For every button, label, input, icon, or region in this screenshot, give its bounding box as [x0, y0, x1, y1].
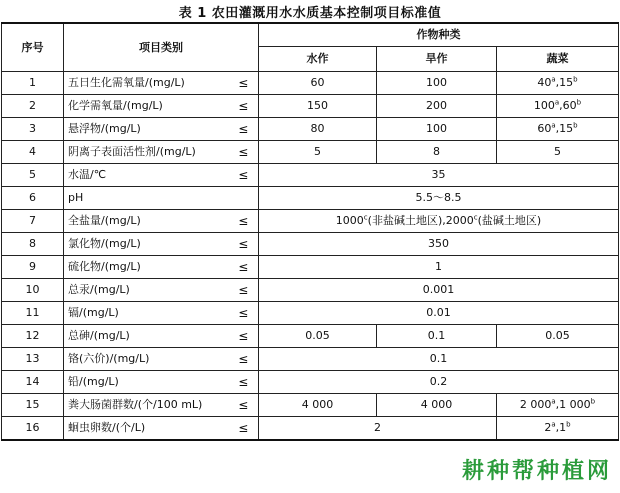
op-symbol: ≤	[229, 348, 259, 371]
row-name: 镉/(mg/L)	[64, 302, 229, 325]
op-symbol: ≤	[229, 417, 259, 441]
row-no: 6	[2, 187, 64, 210]
header-water: 水作	[259, 47, 377, 72]
value-veg: 100$^a$,60$^b$	[497, 95, 619, 118]
op-symbol: ≤	[229, 394, 259, 417]
table-row	[2, 187, 619, 210]
row-name: 硫化物/(mg/L)	[64, 256, 229, 279]
op-symbol: ≤	[229, 141, 259, 164]
value-veg: 2$^a$,1$^b$	[497, 417, 619, 441]
row-name: 铅/(mg/L)	[64, 371, 229, 394]
value-merged: 1000$^c$(非盐碱土地区),2000$^c$(盐碱土地区)	[259, 210, 619, 233]
table-row	[2, 279, 619, 302]
row-name: 总汞/(mg/L)	[64, 279, 229, 302]
header-seq: 序号	[2, 23, 64, 72]
value-water: 80	[259, 118, 377, 141]
value-veg: 2 000$^a$,1 000$^b$	[497, 394, 619, 417]
op-symbol: ≤	[229, 256, 259, 279]
op-symbol: ≤	[229, 95, 259, 118]
table-row	[2, 233, 619, 256]
row-no: 2	[2, 95, 64, 118]
value-dry: 100	[377, 118, 497, 141]
value-dry: 8	[377, 141, 497, 164]
row-name: pH	[64, 187, 259, 210]
value-water: 4 000	[259, 394, 377, 417]
value-water: 150	[259, 95, 377, 118]
table-row	[2, 325, 619, 348]
watermark: 耕种帮种植网	[461, 459, 612, 484]
value-veg: 40$^a$,15$^b$	[497, 72, 619, 95]
row-no: 5	[2, 164, 64, 187]
value-dry: 0.1	[377, 325, 497, 348]
row-name: 悬浮物/(mg/L)	[64, 118, 229, 141]
op-symbol: ≤	[229, 164, 259, 187]
header-dry: 旱作	[377, 47, 497, 72]
op-symbol: ≤	[229, 279, 259, 302]
row-name: 阴离子表面活性剂/(mg/L)	[64, 141, 229, 164]
row-name: 水温/℃	[64, 164, 229, 187]
header-item: 项目类别	[64, 23, 259, 72]
value-water-dry: 2	[259, 417, 497, 441]
value-dry: 100	[377, 72, 497, 95]
header-crop-type: 作物种类	[259, 23, 619, 47]
row-no: 4	[2, 141, 64, 164]
row-name: 化学需氧量/(mg/L)	[64, 95, 229, 118]
value-dry: 4 000	[377, 394, 497, 417]
row-name: 铬(六价)/(mg/L)	[64, 348, 229, 371]
op-symbol: ≤	[229, 233, 259, 256]
row-no: 16	[2, 417, 64, 441]
value-veg: 5	[497, 141, 619, 164]
row-no: 10	[2, 279, 64, 302]
op-symbol: ≤	[229, 302, 259, 325]
table-row	[2, 164, 619, 187]
row-no: 8	[2, 233, 64, 256]
op-symbol: ≤	[229, 210, 259, 233]
row-name: 粪大肠菌群数/(个/100 mL)	[64, 394, 229, 417]
row-name: 蛔虫卵数/(个/L)	[64, 417, 229, 441]
table-row	[2, 118, 619, 141]
water-quality-table	[1, 22, 619, 441]
table-row	[2, 256, 619, 279]
row-no: 15	[2, 394, 64, 417]
table-row	[2, 394, 619, 417]
table-row	[2, 72, 619, 95]
row-no: 11	[2, 302, 64, 325]
op-symbol: ≤	[229, 72, 259, 95]
value-water: 60	[259, 72, 377, 95]
row-name: 氯化物/(mg/L)	[64, 233, 229, 256]
value-dry: 200	[377, 95, 497, 118]
value-merged: 35	[259, 164, 619, 187]
row-no: 12	[2, 325, 64, 348]
header-row	[2, 23, 619, 47]
row-name: 五日生化需氧量/(mg/L)	[64, 72, 229, 95]
value-veg: 60$^a$,15$^b$	[497, 118, 619, 141]
value-merged: 5.5～8.5	[259, 187, 619, 210]
table-title: 表 1 农田灌溉用水水质基本控制项目标准值	[178, 6, 442, 21]
table-row	[2, 417, 619, 441]
op-symbol: ≤	[229, 118, 259, 141]
value-merged: 0.001	[259, 279, 619, 302]
row-no: 1	[2, 72, 64, 95]
row-no: 3	[2, 118, 64, 141]
table-row	[2, 348, 619, 371]
value-water: 5	[259, 141, 377, 164]
value-veg: 0.05	[497, 325, 619, 348]
table-row	[2, 371, 619, 394]
table-row	[2, 95, 619, 118]
value-merged: 350	[259, 233, 619, 256]
row-no: 14	[2, 371, 64, 394]
value-water: 0.05	[259, 325, 377, 348]
row-name: 总砷/(mg/L)	[64, 325, 229, 348]
table-row	[2, 210, 619, 233]
value-merged: 0.1	[259, 348, 619, 371]
row-no: 13	[2, 348, 64, 371]
op-symbol: ≤	[229, 325, 259, 348]
row-no: 9	[2, 256, 64, 279]
value-merged: 1	[259, 256, 619, 279]
op-symbol: ≤	[229, 371, 259, 394]
row-name: 全盐量/(mg/L)	[64, 210, 229, 233]
table-row	[2, 141, 619, 164]
value-merged: 0.2	[259, 371, 619, 394]
row-no: 7	[2, 210, 64, 233]
table-row	[2, 302, 619, 325]
header-veg: 蔬菜	[497, 47, 619, 72]
value-merged: 0.01	[259, 302, 619, 325]
